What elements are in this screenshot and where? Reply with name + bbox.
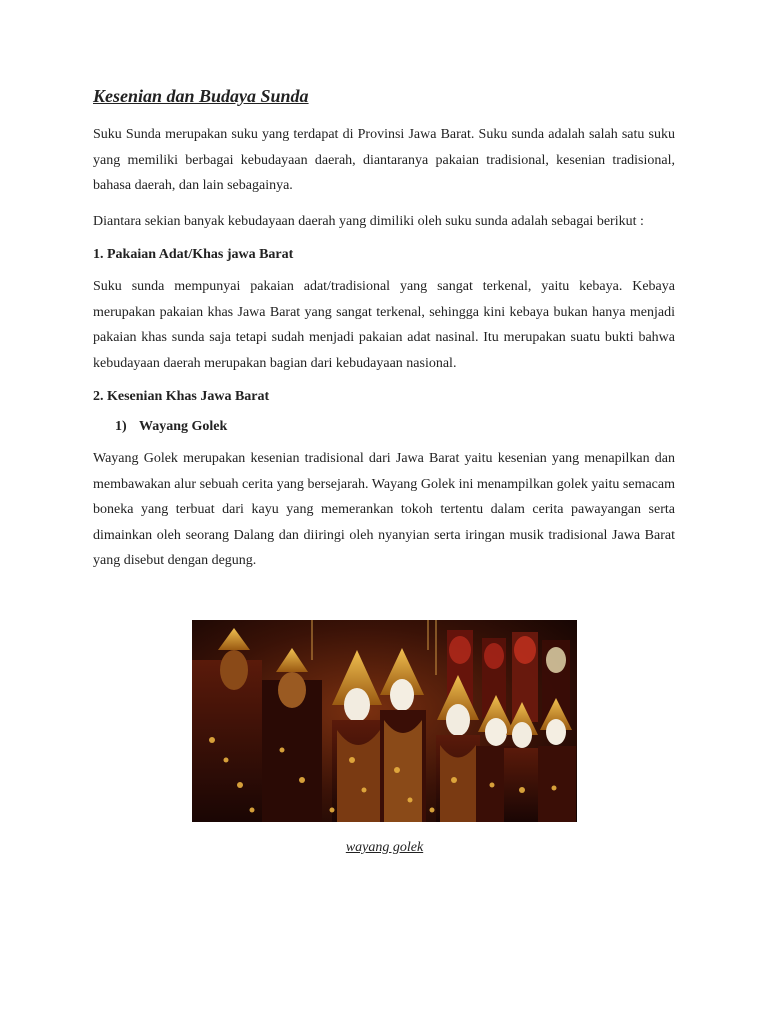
intro-paragraph-2: Diantara sekian banyak kebudayaan daerah yang dimiliki oleh suku sunda adalah sebagai berikut :: [93, 213, 644, 229]
figure-caption: wayang golek: [345, 840, 424, 855]
wayang-golek-paragraph: Wayang Golek merupakan kesenian tradisional dari Jawa Barat yaitu kesenian yang menapilkan dan membawakan alur sebuah cerita yang bersejarah. Wayang Golek ini menampilkan golek yaitu semacam boneka yang terbuat dari kayu yang memerankan tokoh tertentu dalam cerita pawayangan serta dimainkan oleh seorang Dalang dan diiringi oleh nyanyian serta iringan musik tradisional Jawa Barat yang disebut dengan degung.: [93, 451, 675, 568]
subsection-wayang-golek-heading: [115, 416, 675, 438]
intro-paragraph: Suku Sunda merupakan suku yang terdapat di Provinsi Jawa Barat. Suku sunda adalah salah satu suku yang memiliki berbagai kebudayaan daerah, diantaranya pakaian tradisional, kesenian tradisional, bahasa daerah, dan lain sebagainya.: [93, 127, 675, 193]
section-2-heading: 2. Kesenian Khas Jawa Barat: [93, 389, 270, 404]
section-1-paragraph: Suku sunda mempunyai pakaian adat/tradisional yang sangat terkenal, yaitu kebaya. Kebaya merupakan pakaian khas Jawa Barat yang sangat terkenal, sehingga kini kebaya bukan hanya menjadi pakaian khas sunda saja tetapi sudah menjadi pakaian adat nasinal. Itu merupakan suatu bukti bahwa kebudayaan daerah merupakan bagian dari kebudayaan nasional.: [93, 279, 675, 371]
wayang-golek-photo: [192, 620, 577, 822]
subsection-number: 1): [115, 419, 127, 434]
subsection-label: Wayang Golek: [139, 419, 228, 434]
document-body: [93, 84, 675, 584]
section-1-heading: 1. Pakaian Adat/Khas jawa Barat: [93, 247, 294, 262]
document-title: Kesenian dan Budaya Sunda: [93, 86, 309, 106]
